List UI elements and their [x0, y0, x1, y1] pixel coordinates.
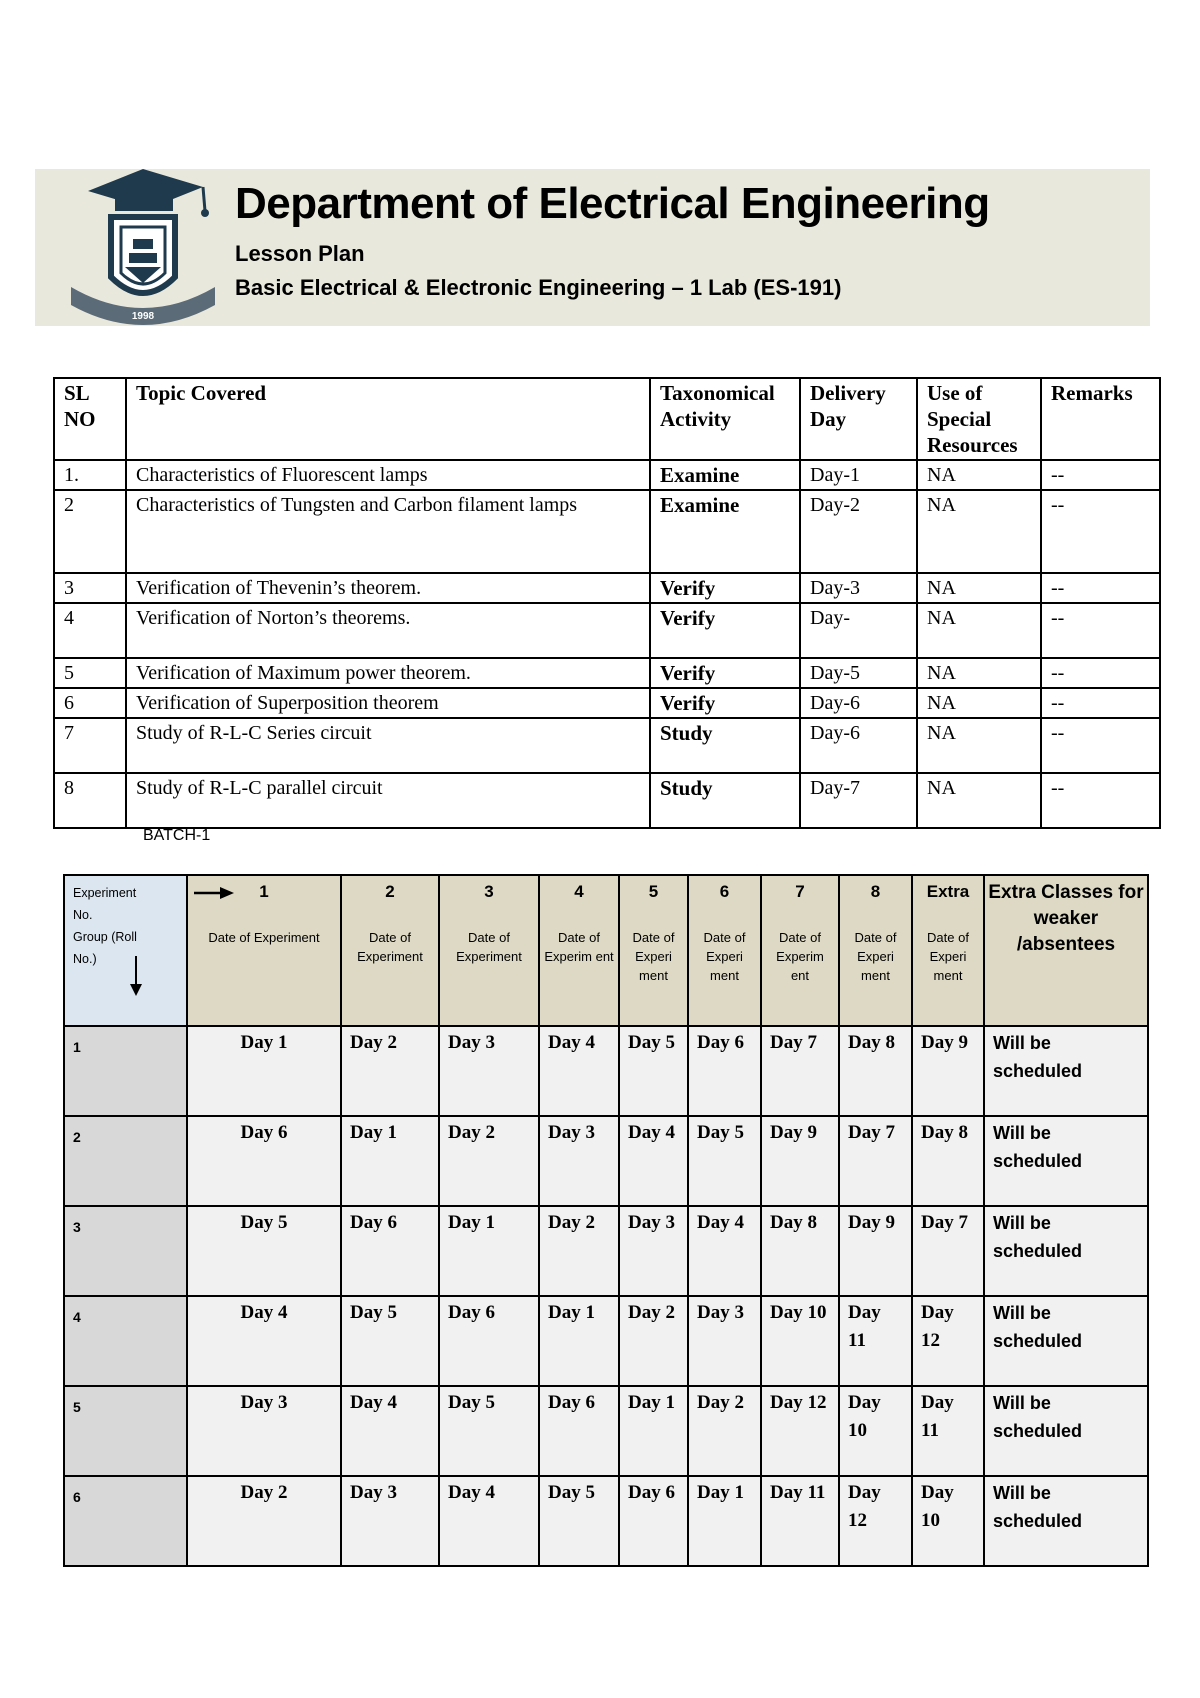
- experiment-number: 1: [259, 882, 269, 901]
- col-activity: Taxonomical Activity: [650, 378, 800, 460]
- remarks: --: [1041, 573, 1160, 603]
- remarks: --: [1041, 773, 1160, 828]
- experiment-number: Extra: [926, 882, 970, 901]
- experiment-day-cell: Day 1: [688, 1476, 761, 1566]
- experiment-group-corner: [64, 875, 187, 1026]
- experiment-date-label: Date of Experiment: [208, 930, 320, 945]
- col-sl-no: SL NO: [54, 378, 126, 460]
- experiment-date-label: Date of Experim ent: [776, 930, 824, 983]
- batch-schedule-table: [63, 874, 1149, 1567]
- header-banner: [35, 169, 1150, 326]
- remarks: --: [1041, 658, 1160, 688]
- remarks: --: [1041, 718, 1160, 773]
- experiment-col-header: [187, 875, 341, 1026]
- experiment-day-cell: Day 5: [539, 1476, 619, 1566]
- experiment-day-cell: Day 1: [619, 1386, 688, 1476]
- extra-class-note: Will be scheduled: [984, 1476, 1148, 1566]
- experiment-day-cell: Day 8: [912, 1116, 984, 1206]
- experiment-day-cell: Day 9: [761, 1116, 839, 1206]
- col-topic: Topic Covered: [126, 378, 650, 460]
- experiment-day-cell: Day 5: [688, 1116, 761, 1206]
- experiment-number: 2: [385, 882, 395, 901]
- table-row: [64, 1296, 1148, 1386]
- experiment-day-cell: Day 3: [341, 1476, 439, 1566]
- experiment-day-cell: Day 2: [619, 1296, 688, 1386]
- batch-label: BATCH-1: [143, 827, 211, 844]
- table-row: [54, 490, 1160, 573]
- experiment-day-cell: Day 5: [341, 1296, 439, 1386]
- experiment-date-label: Date of Experim ent: [544, 930, 614, 964]
- table-row: [64, 1026, 1148, 1116]
- extra-class-note: Will be scheduled: [984, 1026, 1148, 1116]
- experiment-date-label: Date of Experiment: [456, 930, 522, 964]
- experiment-col-header: [341, 875, 439, 1026]
- activity: Verify: [650, 603, 800, 658]
- topic: Characteristics of Fluorescent lamps: [126, 460, 650, 490]
- table-row: [64, 1386, 1148, 1476]
- delivery-day: Day-1: [800, 460, 917, 490]
- experiment-day-cell: Day 2: [341, 1026, 439, 1116]
- experiment-day-cell: Day 11: [912, 1386, 984, 1476]
- delivery-day: Day-: [800, 603, 917, 658]
- experiment-day-cell: Day 4: [539, 1026, 619, 1116]
- col-delivery-day: Delivery Day: [800, 378, 917, 460]
- delivery-day: Day-6: [800, 688, 917, 718]
- topic: Verification of Norton’s theorems.: [126, 603, 650, 658]
- remarks: --: [1041, 603, 1160, 658]
- corner-line: No.: [73, 908, 93, 922]
- extra-class-note: Will be scheduled: [984, 1206, 1148, 1296]
- experiment-day-cell: Day 5: [187, 1206, 341, 1296]
- sl-no: 8: [54, 773, 126, 828]
- resources: NA: [917, 573, 1041, 603]
- table-row: [54, 658, 1160, 688]
- experiment-day-cell: Day 2: [439, 1116, 539, 1206]
- resources: NA: [917, 603, 1041, 658]
- experiment-number: 5: [648, 882, 659, 901]
- experiment-number: 7: [795, 882, 805, 901]
- table-row: [54, 718, 1160, 773]
- experiment-day-cell: Day 4: [439, 1476, 539, 1566]
- experiment-number: 8: [870, 882, 881, 901]
- col-resources: Use of Special Resources: [917, 378, 1041, 460]
- experiment-col-header: [912, 875, 984, 1026]
- experiment-day-cell: Day 3: [439, 1026, 539, 1116]
- experiment-day-cell: Day 6: [341, 1206, 439, 1296]
- resources: NA: [917, 718, 1041, 773]
- experiment-day-cell: Day 7: [761, 1026, 839, 1116]
- activity: Verify: [650, 573, 800, 603]
- table-row: [54, 773, 1160, 828]
- experiment-col-header: [688, 875, 761, 1026]
- lesson-plan-header-row: [54, 378, 1160, 460]
- delivery-day: Day-3: [800, 573, 917, 603]
- resources: NA: [917, 460, 1041, 490]
- table-row: [54, 460, 1160, 490]
- experiment-day-cell: Day 6: [539, 1386, 619, 1476]
- remarks: --: [1041, 490, 1160, 573]
- group-number: 1: [64, 1026, 187, 1116]
- experiment-number: 4: [574, 882, 584, 901]
- schedule-header-row: [64, 875, 1148, 1026]
- college-crest-logo: [63, 169, 223, 326]
- activity: Verify: [650, 688, 800, 718]
- experiment-day-cell: Day 1: [341, 1116, 439, 1206]
- experiment-day-cell: Day 5: [619, 1026, 688, 1116]
- experiment-day-cell: Day 11: [839, 1296, 912, 1386]
- experiment-day-cell: Day 3: [619, 1206, 688, 1296]
- table-row: [54, 603, 1160, 658]
- sl-no: 3: [54, 573, 126, 603]
- corner-line: Experiment: [73, 886, 137, 900]
- table-row: [64, 1476, 1148, 1566]
- logo-year: 1998: [131, 311, 155, 322]
- delivery-day: Day-6: [800, 718, 917, 773]
- experiment-day-cell: Day 12: [761, 1386, 839, 1476]
- sl-no: 7: [54, 718, 126, 773]
- extra-class-note: Will be scheduled: [984, 1386, 1148, 1476]
- corner-line: No.): [73, 952, 97, 966]
- experiment-day-cell: Day 11: [761, 1476, 839, 1566]
- experiment-day-cell: Day 5: [439, 1386, 539, 1476]
- delivery-day: Day-7: [800, 773, 917, 828]
- resources: NA: [917, 658, 1041, 688]
- experiment-date-label: Date of Experi ment: [703, 930, 746, 983]
- course-title: Basic Electrical & Electronic Engineering – 1 Lab (ES-191): [235, 275, 842, 300]
- experiment-day-cell: Day 1: [439, 1206, 539, 1296]
- experiment-day-cell: Day 6: [439, 1296, 539, 1386]
- topic: Verification of Superposition theorem: [126, 688, 650, 718]
- activity: Verify: [650, 658, 800, 688]
- delivery-day: Day-5: [800, 658, 917, 688]
- experiment-day-cell: Day 7: [912, 1206, 984, 1296]
- table-row: [54, 573, 1160, 603]
- experiment-day-cell: Day 6: [619, 1476, 688, 1566]
- experiment-day-cell: Day 10: [761, 1296, 839, 1386]
- activity: Examine: [650, 460, 800, 490]
- extra-classes-header: Extra Classes for weaker /absentees: [984, 875, 1148, 1026]
- table-row: [64, 1206, 1148, 1296]
- experiment-day-cell: Day 3: [688, 1296, 761, 1386]
- experiment-date-label: Date of Experi ment: [854, 930, 897, 983]
- experiment-date-label: Date of Experi ment: [927, 930, 969, 983]
- experiment-col-header: [439, 875, 539, 1026]
- group-number: 3: [64, 1206, 187, 1296]
- extra-class-note: Will be scheduled: [984, 1296, 1148, 1386]
- group-number: 2: [64, 1116, 187, 1206]
- experiment-day-cell: Day 8: [839, 1026, 912, 1116]
- experiment-day-cell: Day 1: [187, 1026, 341, 1116]
- experiment-day-cell: Day 9: [912, 1026, 984, 1116]
- experiment-day-cell: Day 8: [761, 1206, 839, 1296]
- experiment-day-cell: Day 4: [341, 1386, 439, 1476]
- experiment-day-cell: Day 2: [187, 1476, 341, 1566]
- experiment-day-cell: Day 4: [619, 1116, 688, 1206]
- experiment-day-cell: Day 4: [688, 1206, 761, 1296]
- sl-no: 5: [54, 658, 126, 688]
- experiment-day-cell: Day 10: [912, 1476, 984, 1566]
- experiment-col-header: [539, 875, 619, 1026]
- corner-line: Group (Roll: [73, 930, 137, 944]
- experiment-col-header: [761, 875, 839, 1026]
- experiment-number: 6: [719, 882, 730, 901]
- activity: Study: [650, 718, 800, 773]
- topic: Study of R-L-C Series circuit: [126, 718, 650, 773]
- resources: NA: [917, 773, 1041, 828]
- group-number: 4: [64, 1296, 187, 1386]
- sl-no: 1.: [54, 460, 126, 490]
- document-type: Lesson Plan: [235, 241, 365, 266]
- experiment-number: 3: [484, 882, 494, 901]
- experiment-day-cell: Day 4: [187, 1296, 341, 1386]
- experiment-date-label: Date of Experiment: [357, 930, 423, 964]
- group-number: 6: [64, 1476, 187, 1566]
- resources: NA: [917, 490, 1041, 573]
- table-row: [64, 1116, 1148, 1206]
- arrow-down-icon: [129, 956, 143, 996]
- experiment-col-header: [619, 875, 688, 1026]
- experiment-day-cell: Day 3: [187, 1386, 341, 1476]
- topic: Verification of Thevenin’s theorem.: [126, 573, 650, 603]
- experiment-day-cell: Day 9: [839, 1206, 912, 1296]
- arrow-right-icon: [194, 886, 234, 900]
- sl-no: 2: [54, 490, 126, 573]
- group-number: 5: [64, 1386, 187, 1476]
- topic: Verification of Maximum power theorem.: [126, 658, 650, 688]
- table-row: [54, 688, 1160, 718]
- experiment-day-cell: Day 10: [839, 1386, 912, 1476]
- experiment-day-cell: Day 12: [839, 1476, 912, 1566]
- resources: NA: [917, 688, 1041, 718]
- topic: Characteristics of Tungsten and Carbon filament lamps: [126, 490, 650, 573]
- experiment-day-cell: Day 2: [688, 1386, 761, 1476]
- experiment-day-cell: Day 1: [539, 1296, 619, 1386]
- topic: Study of R-L-C parallel circuit: [126, 773, 650, 828]
- experiment-day-cell: Day 7: [839, 1116, 912, 1206]
- experiment-day-cell: Day 6: [187, 1116, 341, 1206]
- sl-no: 6: [54, 688, 126, 718]
- department-title: Department of Electrical Engineering: [235, 179, 990, 228]
- activity: Examine: [650, 490, 800, 573]
- experiment-day-cell: Day 12: [912, 1296, 984, 1386]
- remarks: --: [1041, 688, 1160, 718]
- experiment-day-cell: Day 3: [539, 1116, 619, 1206]
- delivery-day: Day-2: [800, 490, 917, 573]
- experiment-date-label: Date of Experi ment: [632, 930, 675, 983]
- activity: Study: [650, 773, 800, 828]
- experiment-day-cell: Day 6: [688, 1026, 761, 1116]
- experiment-col-header: [839, 875, 912, 1026]
- lesson-plan-table: [53, 377, 1161, 829]
- remarks: --: [1041, 460, 1160, 490]
- sl-no: 4: [54, 603, 126, 658]
- experiment-day-cell: Day 2: [539, 1206, 619, 1296]
- extra-class-note: Will be scheduled: [984, 1116, 1148, 1206]
- col-remarks: Remarks: [1041, 378, 1160, 460]
